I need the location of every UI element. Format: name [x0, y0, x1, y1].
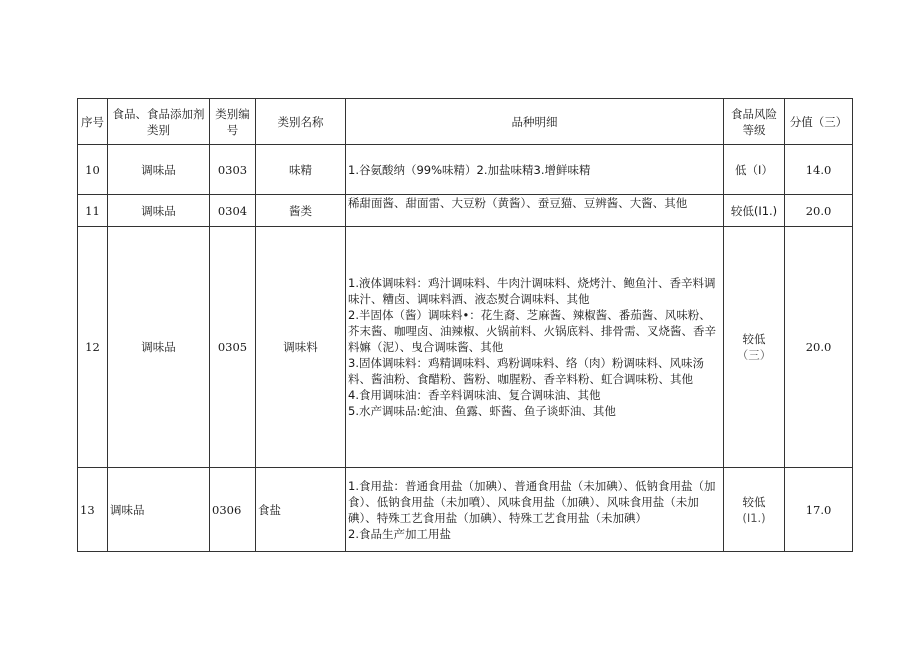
- cell-code: 0305: [210, 227, 256, 468]
- table-row: [78, 468, 853, 552]
- risk-level: 较低: [742, 494, 766, 509]
- cell-name: 调味料: [256, 227, 346, 468]
- cell-category: 调味品: [108, 195, 210, 227]
- header-score: 分值（三）: [785, 99, 853, 145]
- header-category: 食品、食品添加剂类别: [108, 99, 210, 145]
- cell-score: 14.0: [785, 145, 853, 195]
- cell-code: 0306: [210, 468, 256, 552]
- cell-name: 酱类: [256, 195, 346, 227]
- detail-line: 2.半固体（酱）调味料•：花生裔、芝麻酱、辣椒酱、番茄酱、风味粉、芥末酱、咖哩卤、油辣椒、火锅前料、火锅底料、排骨需、叉烧酱、香辛料嫲（泥）、曳合调味酱、其他: [348, 308, 716, 354]
- cell-seq: 12: [78, 227, 108, 468]
- cell-detail: [346, 227, 724, 468]
- table-row: [78, 145, 853, 195]
- header-name: 类别名称: [256, 99, 346, 145]
- cell-detail: [346, 195, 724, 227]
- cell-seq: 10: [78, 145, 108, 195]
- cell-code: 0304: [210, 195, 256, 227]
- detail-line: 3.固体调味料：鸡精调味料、鸡粉调味料、络（肉）粉调味料、风味汤料、酱油粉、食醋粉、酱粉、咖腥粉、香辛料粉、虹合调味粉、其他: [348, 356, 704, 386]
- cell-category: 调味品: [108, 468, 210, 552]
- cell-category: 调味品: [108, 227, 210, 468]
- table-row: [78, 227, 853, 468]
- cell-name: 味精: [256, 145, 346, 195]
- header-seq: 序号: [78, 99, 108, 145]
- cell-detail: [346, 145, 724, 195]
- cell-risk: [724, 145, 785, 195]
- header-detail: 品种明细: [346, 99, 724, 145]
- risk-level: 较低(I1.): [730, 203, 778, 218]
- detail-line: 5.水产调味品:蛇油、鱼露、虾酱、鱼子谈虾油、其他: [348, 404, 616, 418]
- cell-name: 食盐: [256, 468, 346, 552]
- table-header-row: [78, 99, 853, 145]
- cell-score: 20.0: [785, 227, 853, 468]
- cell-risk: [724, 227, 785, 468]
- table-row: [78, 195, 853, 227]
- cell-detail: [346, 468, 724, 552]
- header-risk: 食品风险等级: [724, 99, 785, 145]
- cell-seq: 13: [78, 468, 108, 552]
- detail-line: 4.食用调味油：香辛料调味油、复合调味油、其他: [348, 388, 601, 402]
- detail-line: 1.食用盐：普通食用盐（加碘）、普通食用盐（未加碘）、低钠食用盐（加食）、低钠食用盐（未加噴）、风味食用盐（加碘）、风味食用盐（未加碘）、特殊工艺食用盐（加碘）、特殊工艺食用盐（未加碘）: [348, 478, 716, 525]
- detail-line: 1.谷氨酸纳（99%味精）2.加盐味精3.增鲜味精: [348, 162, 591, 177]
- cell-seq: 11: [78, 195, 108, 227]
- detail-line: 稀甜面酱、甜面雷、大豆粉（黄酱）、蚕豆猫、豆辨酱、大酱、其他: [348, 196, 688, 210]
- risk-note: （三）: [736, 348, 772, 362]
- risk-note: (I1.): [742, 510, 766, 525]
- cell-score: 17.0: [785, 468, 853, 552]
- detail-line: 1.液体调味料：鸡汁调味料、牛肉汁调味料、烧烤汁、鲍鱼汁、香辛料调味汁、糟卤、调味料酒、液态熨合调味料、其他: [348, 276, 716, 306]
- cell-risk: [724, 195, 785, 227]
- detail-line: 2.食品生产加工用盐: [348, 526, 451, 541]
- food-category-table: [77, 98, 853, 552]
- cell-risk: [724, 468, 785, 552]
- cell-category: 调味品: [108, 145, 210, 195]
- cell-code: 0303: [210, 145, 256, 195]
- risk-level: 较低: [742, 332, 766, 346]
- cell-score: 20.0: [785, 195, 853, 227]
- header-code: 类别编号: [210, 99, 256, 145]
- risk-level: 低（I）: [735, 162, 773, 177]
